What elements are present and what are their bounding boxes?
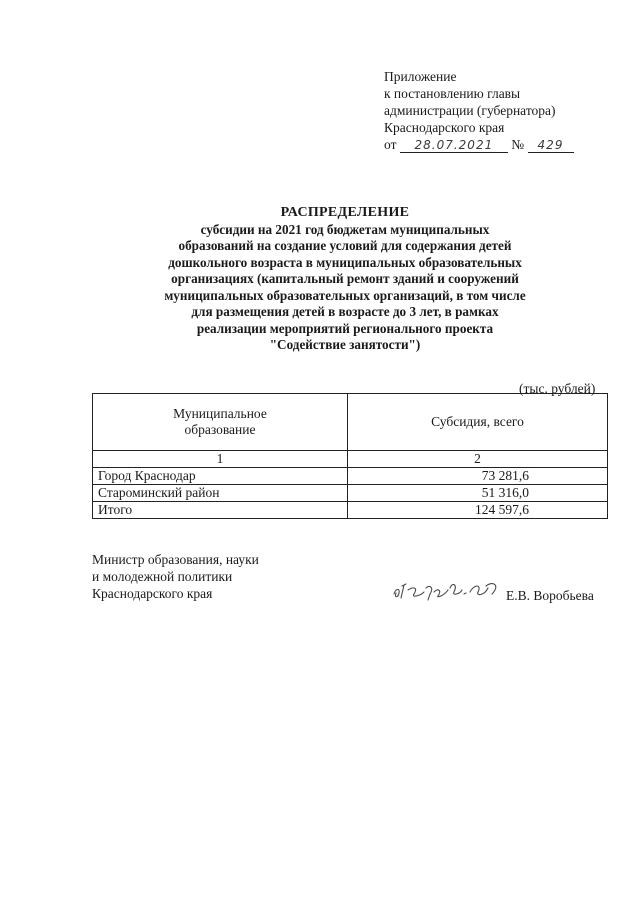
signer-title-line: и молодежной политики bbox=[92, 569, 233, 584]
heading-line: "Содействие занятости") bbox=[269, 337, 421, 352]
table-row bbox=[93, 468, 608, 485]
heading-line: реализации мероприятий регионального проекта bbox=[196, 320, 494, 336]
appendix-block bbox=[384, 68, 574, 153]
document-heading bbox=[130, 205, 560, 354]
document-title: РАСПРЕДЕЛЕНИЕ bbox=[280, 205, 410, 220]
table-header-row bbox=[93, 394, 608, 451]
table-row-total bbox=[93, 502, 608, 519]
heading-line: дошкольного возраста в муниципальных образовательных bbox=[168, 254, 522, 270]
column-number: 1 bbox=[93, 451, 348, 468]
table-row bbox=[93, 485, 608, 502]
column-header-subsidy: Субсидия, всего bbox=[348, 394, 608, 451]
signer-title-line: Краснодарского края bbox=[92, 586, 213, 601]
signer-title-line: Министр образования, науки bbox=[92, 552, 259, 567]
total-value: 124 597,6 bbox=[348, 502, 608, 519]
appendix-line: администрации (губернатора) bbox=[384, 103, 556, 118]
appendix-line: Приложение bbox=[384, 69, 457, 84]
date-prefix: от bbox=[384, 137, 397, 152]
subsidy-value: 51 316,0 bbox=[348, 485, 608, 502]
column-number: 2 bbox=[348, 451, 608, 468]
units-label: (тыс. рублей) bbox=[519, 381, 596, 396]
handwritten-number: 429 bbox=[528, 138, 574, 153]
appendix-line: к постановлению главы bbox=[384, 86, 521, 101]
heading-line: для размещения детей в возрасте до 3 лет, в рамках bbox=[191, 304, 499, 319]
subsidy-value: 73 281,6 bbox=[348, 468, 608, 485]
column-header-municipality bbox=[93, 394, 348, 451]
heading-line: образований на создание условий для содержания детей bbox=[178, 238, 512, 253]
signer-name: Е.В. Воробьева bbox=[506, 588, 594, 603]
signer-title-block bbox=[92, 551, 259, 602]
subsidy-table bbox=[92, 393, 608, 519]
appendix-date-line bbox=[384, 136, 574, 153]
municipality-name: Староминский район bbox=[93, 485, 348, 502]
handwritten-signature bbox=[390, 576, 502, 611]
column-header-line: образование bbox=[184, 422, 256, 437]
total-label: Итого bbox=[93, 502, 348, 519]
handwritten-date: 28.07.2021 bbox=[400, 138, 508, 153]
column-numbering-row bbox=[93, 451, 608, 468]
appendix-line: Краснодарского края bbox=[384, 120, 505, 135]
column-header-line: Муниципальное bbox=[173, 406, 267, 421]
municipality-name: Город Краснодар bbox=[93, 468, 348, 485]
heading-line: муниципальных образовательных организаций, в том числе bbox=[164, 287, 526, 303]
heading-line: субсидии на 2021 год бюджетам муниципальных bbox=[200, 221, 490, 237]
number-sign: № bbox=[511, 137, 525, 152]
heading-line: организациях (капитальный ремонт зданий и сооружений bbox=[171, 271, 519, 286]
